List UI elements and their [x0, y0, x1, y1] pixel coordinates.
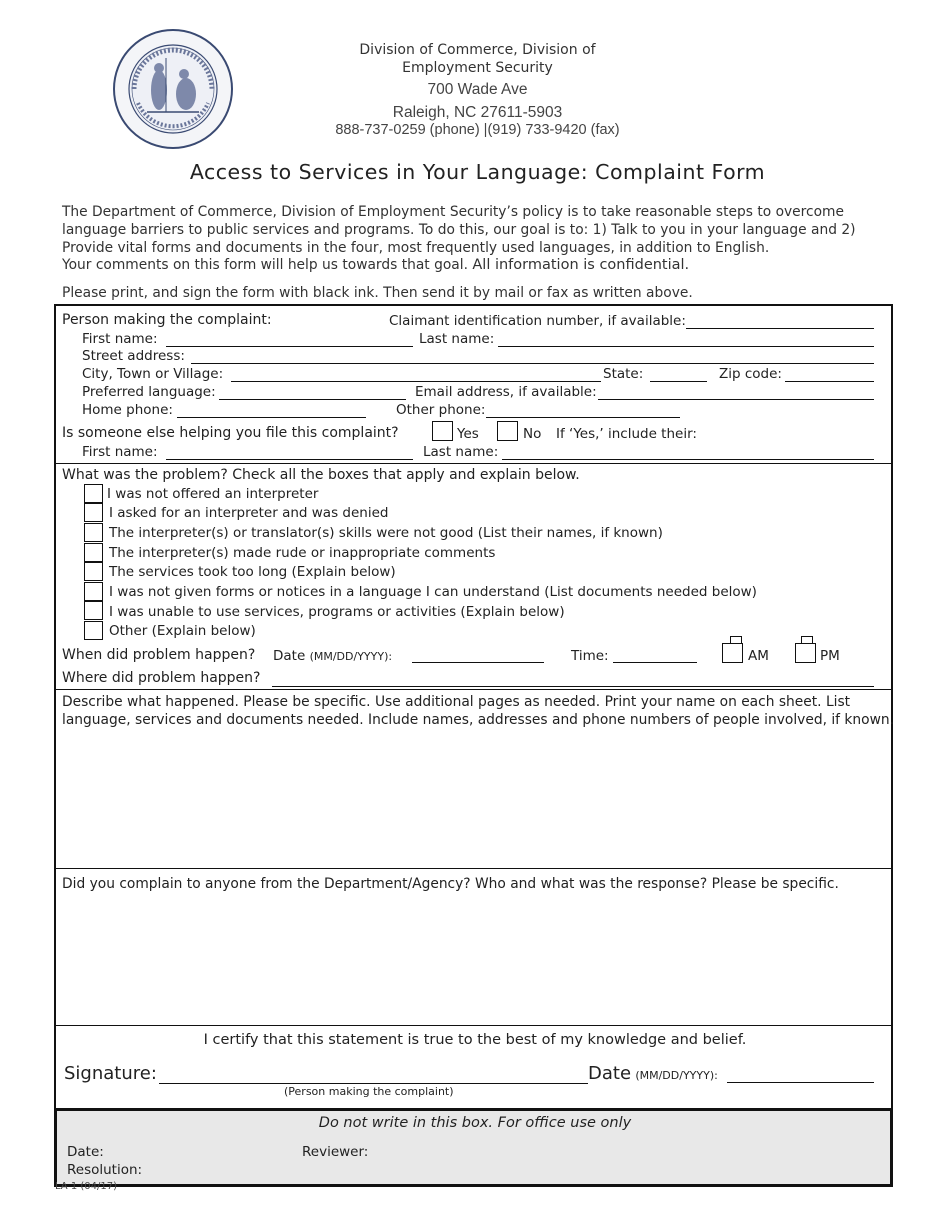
zip-field[interactable]	[785, 381, 874, 382]
problem-option-5: The services took too long (Explain below)	[109, 564, 396, 580]
problem-checkbox-5[interactable]	[84, 562, 103, 581]
street-address-text: 700 Wade Ave	[427, 81, 528, 98]
problem-option-3: The interpreter(s) or translator(s) skills were not good (List their names, if known)	[109, 525, 663, 541]
state-field[interactable]	[650, 381, 707, 382]
if-yes-label: If ‘Yes,’ include their:	[556, 426, 697, 442]
describe-textarea[interactable]	[62, 735, 882, 863]
certify-date-format: (MM/DD/YYYY):	[635, 1069, 718, 1082]
problem-checkbox-1[interactable]	[84, 484, 103, 503]
date-word: Date	[273, 648, 306, 664]
pm-label: PM	[820, 648, 840, 664]
north-carolina-seal-icon	[112, 28, 234, 150]
office-reviewer-label: Reviewer:	[302, 1144, 369, 1160]
where-field[interactable]	[272, 686, 874, 687]
be-specific-text: Please be specific.	[711, 876, 839, 892]
other-phone-field[interactable]	[486, 417, 680, 418]
section-divider	[54, 868, 893, 869]
city-field[interactable]	[231, 381, 601, 382]
office-date-label: Date:	[67, 1144, 104, 1160]
claimant-id-label: Claimant identification number, if available:	[389, 313, 686, 329]
intro-line-2: language barriers to public services and programs. To do this, our goal is to: 1) Talk to you in your language and 2)	[62, 221, 856, 238]
problem-option-7: I was unable to use services, programs or activities (Explain below)	[109, 604, 565, 620]
city-text: Raleigh, NC 27611-5903	[392, 104, 563, 121]
pm-checkbox[interactable]	[795, 643, 816, 663]
problem-option-1: I was not offered an interpreter	[107, 486, 319, 502]
section-divider	[54, 463, 893, 464]
problem-heading: What was the problem? Check all the boxes that apply and explain below.	[62, 467, 580, 483]
first-name-label: First name:	[82, 331, 158, 347]
complainant-heading: Person making the complaint:	[62, 312, 272, 328]
home-phone-field[interactable]	[177, 417, 366, 418]
home-phone-label: Home phone:	[82, 402, 173, 418]
describe-line-2: language, services and documents needed. Include names, addresses and phone numbers of people involved, if known.	[62, 712, 895, 728]
email-field[interactable]	[598, 399, 874, 400]
last-name-label: Last name:	[419, 331, 495, 347]
describe-instructions	[62, 693, 894, 729]
intro-line-4	[62, 257, 892, 275]
language-label: Preferred language:	[82, 384, 216, 400]
phone-fax-text: 888-737-0259 (phone) |(919) 733-9420 (fax)	[335, 122, 620, 138]
office-use-heading: Do not write in this box. For office use only	[318, 1115, 632, 1131]
helper-first-name-label: First name:	[82, 444, 158, 460]
problem-checkbox-7[interactable]	[84, 601, 103, 620]
signature-label: Signature:	[64, 1063, 157, 1084]
state-label: State:	[603, 366, 644, 382]
problem-option-8: Other (Explain below)	[109, 623, 256, 639]
form-code: LA 1 (04/17)	[55, 1181, 117, 1192]
other-phone-label: Other phone:	[396, 402, 486, 418]
certify-statement: I certify that this statement is true to the best of my knowledge and belief.	[203, 1032, 747, 1048]
am-label: AM	[748, 648, 769, 664]
when-label: When did problem happen?	[62, 647, 256, 663]
helper-no-checkbox[interactable]	[497, 421, 518, 441]
complained-question	[62, 876, 839, 892]
helper-no-label: No	[523, 426, 542, 442]
intro-line-3: Provide vital forms and documents in the four, most frequently used languages, in addition to English.	[62, 239, 770, 256]
describe-line-1: Describe what happened. Please be specific. Use additional pages as needed. Print your name on each sheet. List	[62, 694, 851, 710]
intro-line-1: The Department of Commerce, Division of Employment Security’s policy is to take reasonable steps to overcome	[62, 204, 844, 220]
street-label: Street address:	[82, 348, 185, 364]
last-name-field[interactable]	[498, 346, 874, 347]
certify-date-label	[588, 1063, 718, 1084]
complained-textarea[interactable]	[62, 900, 882, 1020]
language-field[interactable]	[219, 399, 406, 400]
time-label: Time:	[571, 648, 609, 664]
problem-time-field[interactable]	[613, 662, 697, 663]
problem-option-2: I asked for an interpreter and was denied	[109, 505, 389, 521]
helper-last-name-field[interactable]	[502, 459, 874, 460]
organization-address	[300, 78, 655, 124]
signature-field[interactable]	[159, 1083, 588, 1084]
helper-yes-checkbox[interactable]	[432, 421, 453, 441]
city-label: City, Town or Village:	[82, 366, 224, 382]
helper-yes-label: Yes	[457, 426, 479, 442]
org-line-2: Employment Security	[402, 60, 553, 76]
helper-first-name-field[interactable]	[166, 459, 413, 460]
problem-checkbox-3[interactable]	[84, 523, 103, 542]
date-format: (MM/DD/YYYY):	[309, 650, 393, 663]
problem-checkbox-4[interactable]	[84, 543, 103, 562]
zip-label: Zip code:	[719, 366, 782, 382]
signature-caption: (Person making the complaint)	[284, 1085, 454, 1098]
helper-last-name-label: Last name:	[423, 444, 499, 460]
section-divider	[54, 689, 893, 690]
intro-paragraph	[62, 204, 892, 275]
am-checkbox[interactable]	[722, 643, 743, 663]
certify-date-field[interactable]	[727, 1082, 874, 1083]
certify-date-word: Date	[588, 1063, 632, 1084]
confidential-text: All information is confidential.	[472, 257, 690, 274]
problem-checkbox-8[interactable]	[84, 621, 103, 640]
street-field[interactable]	[191, 363, 874, 364]
section-divider	[54, 1025, 893, 1026]
date-label	[273, 648, 392, 664]
intro-goal-text: Your comments on this form will help us towards that goal.	[62, 257, 468, 274]
problem-option-4: The interpreter(s) made rude or inappropriate comments	[109, 545, 496, 561]
problem-checkbox-2[interactable]	[84, 503, 103, 522]
problem-date-field[interactable]	[412, 662, 544, 663]
claimant-id-field[interactable]	[686, 328, 874, 329]
problem-option-6: I was not given forms or notices in a language I can understand (List documents needed below)	[109, 584, 757, 600]
complained-question-text: Did you complain to anyone from the Department/Agency? Who and what was the response?	[62, 876, 708, 892]
org-line-1: Division of Commerce, Division of	[359, 42, 596, 58]
helper-question: Is someone else helping you file this complaint?	[62, 425, 399, 441]
organization-name	[300, 41, 655, 77]
office-resolution-label: Resolution:	[67, 1162, 143, 1178]
form-title: Access to Services in Your Language: Complaint Form	[189, 160, 766, 184]
print-instructions: Please print, and sign the form with black ink. Then send it by mail or fax as written above.	[62, 285, 693, 301]
where-label: Where did problem happen?	[62, 670, 261, 686]
first-name-field[interactable]	[166, 346, 413, 347]
problem-checkbox-6[interactable]	[84, 582, 103, 601]
email-label: Email address, if available:	[415, 384, 597, 400]
